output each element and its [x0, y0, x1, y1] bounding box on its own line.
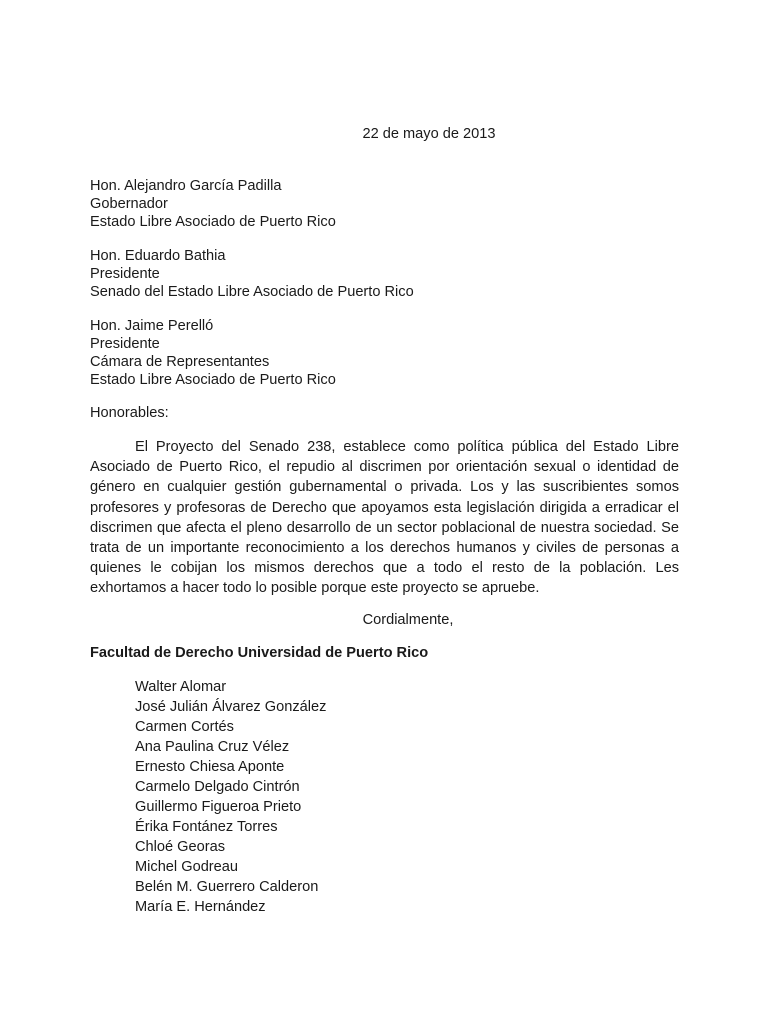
recipient-chamber: Cámara de Representantes	[90, 354, 270, 370]
recipient-title: Presidente	[90, 336, 160, 352]
recipient-name: Hon. Alejandro García Padilla	[90, 178, 282, 194]
recipient-name: Hon. Jaime Perelló	[90, 318, 214, 334]
recipient-organization: Estado Libre Asociado de Puerto Rico	[90, 372, 336, 388]
salutation: Honorables:	[90, 405, 169, 421]
signer-name: Ernesto Chiesa Aponte	[135, 759, 285, 775]
recipient-title: Presidente	[90, 266, 160, 282]
signer-name: Érika Fontánez Torres	[135, 819, 278, 835]
signer-name: Carmen Cortés	[135, 719, 234, 735]
closing: Cordialmente,	[362, 612, 454, 628]
signer-name: Belén M. Guerrero Calderon	[135, 879, 319, 895]
signer-name: Ana Paulina Cruz Vélez	[135, 739, 290, 755]
signer-name: Walter Alomar	[135, 679, 227, 695]
recipient-block-senate	[90, 247, 690, 301]
signer-name: María E. Hernández	[135, 899, 266, 915]
recipient-organization: Senado del Estado Libre Asociado de Puerto Rico	[90, 284, 414, 300]
faculty-heading: Facultad de Derecho Universidad de Puerto Rico	[90, 645, 429, 661]
signer-name: Michel Godreau	[135, 859, 239, 875]
signer-name: Guillermo Figueroa Prieto	[135, 799, 302, 815]
letter-date: 22 de mayo de 2013	[362, 126, 496, 142]
recipient-title: Gobernador	[90, 196, 168, 212]
signer-name: José Julián Álvarez González	[135, 699, 327, 715]
recipient-block-house	[90, 317, 690, 389]
recipient-name: Hon. Eduardo Bathia	[90, 248, 226, 264]
signer-name: Carmelo Delgado Cintrón	[135, 779, 300, 795]
signer-list	[135, 677, 326, 917]
signer-name: Chloé Georas	[135, 839, 226, 855]
recipient-block-governor	[90, 177, 690, 231]
letter-body: El Proyecto del Senado 238, establece como política pública del Estado Libre Asociado de Puerto Rico, el repudio al discrimen por orientación sexual o identidad de género en cualquier gestión gubernamental o privada. Los y las suscribientes somos profesores y profesoras de Derecho que apoyamos esta legislación dirigida a erradicar el discrimen que afecta el pleno desarrollo de un sector poblacional de nuestra sociedad. Se trata de un importante reconocimiento a los derechos humanos y civiles de personas a quienes le cobijan los mismos derechos que a todo el resto de la población. Les exhortamos a hacer todo lo posible porque este proyecto se apruebe.	[90, 439, 679, 597]
recipient-organization: Estado Libre Asociado de Puerto Rico	[90, 214, 336, 230]
